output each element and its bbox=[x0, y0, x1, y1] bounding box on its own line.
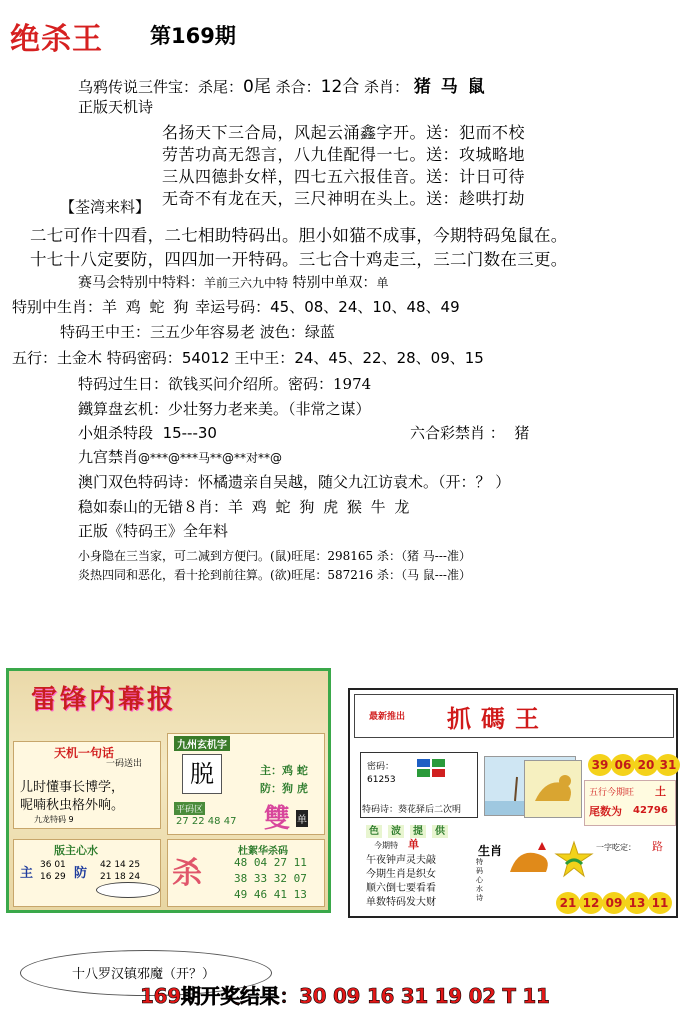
leifeng-panel bbox=[6, 668, 331, 913]
tianji-line: 呢喃秋虫格外响。 bbox=[20, 798, 125, 813]
banzhu-title: 版主心水 bbox=[54, 844, 98, 857]
sun-snake-icon bbox=[554, 840, 594, 880]
bottom-ball: 11 bbox=[648, 892, 672, 914]
lucky-label: 幸运号码： bbox=[190, 298, 271, 316]
zmw-code-label: 密码： bbox=[367, 762, 395, 772]
poem-line: 劳苦功高无怨言，八九佳配得一七。送：攻城略地 bbox=[162, 145, 526, 164]
code-word: 特码心水诗 bbox=[476, 858, 483, 902]
special-zodiac-line bbox=[12, 296, 460, 317]
nine-palace-value: @***@***马**@**对**@ bbox=[138, 451, 283, 465]
duxuhua-row: 49 46 41 13 bbox=[234, 888, 307, 901]
top-ball: 20 bbox=[634, 754, 658, 776]
draw-result: 169期开奖结果：30 09 16 31 19 02 T 11 bbox=[140, 984, 550, 1008]
zodiac-word: 生肖 bbox=[478, 844, 503, 858]
ban-label: 六合彩禁肖 ： bbox=[410, 424, 505, 442]
taishan-label: 稳如泰山的无错８肖： bbox=[78, 498, 229, 516]
tianji-footer: 九龙特码 9 bbox=[34, 815, 74, 824]
rooster-icon bbox=[502, 840, 558, 880]
bottom-ball: 12 bbox=[579, 892, 603, 914]
birthday-label: 特码过生日： bbox=[78, 375, 169, 393]
color-value: 绿蓝 bbox=[304, 323, 335, 341]
zmw-small: 最新推出 bbox=[369, 712, 406, 722]
color-tags bbox=[366, 822, 448, 837]
nine-palace-label: 九宫禁肖 bbox=[78, 448, 139, 466]
abacus-label: 鐵算盘玄机： bbox=[78, 400, 169, 418]
poem-title: 正版天机诗 bbox=[78, 98, 154, 116]
bottom-ball: 21 bbox=[556, 892, 580, 914]
banzhu-fang: 防 bbox=[74, 866, 88, 881]
special-zodiac-value: 羊 鸡 蛇 狗 bbox=[102, 298, 191, 316]
macau-line bbox=[78, 471, 510, 492]
tag: 提 bbox=[410, 825, 426, 838]
zmw-poem-line bbox=[362, 802, 461, 815]
taishan-value: 羊 鸡 蛇 狗 虎 猴 牛 龙 bbox=[228, 498, 412, 516]
birthday-value: 欲钱买问介绍所。密码：1974 bbox=[168, 375, 372, 393]
top-ball: 39 bbox=[588, 754, 612, 776]
macau-value: 怀橘遗亲自吴越，随父九江访袁术。（开：？ ） bbox=[198, 473, 511, 491]
zmw-code-value: 61253 bbox=[367, 775, 396, 785]
king-value: 三五少年容易老 bbox=[150, 323, 256, 341]
weishu-value: 42796 bbox=[633, 805, 668, 816]
miss-value: 15---30 bbox=[162, 424, 217, 442]
tag: 波 bbox=[388, 825, 404, 838]
section-title: 【荃湾来料】 bbox=[60, 198, 151, 216]
zmw-poem-text: 今期生肖是织女 bbox=[366, 869, 436, 880]
five-elements-line bbox=[12, 347, 484, 368]
miss-line bbox=[78, 422, 217, 443]
wuxing-value: 土 bbox=[655, 785, 666, 798]
nine-palace-line bbox=[78, 446, 282, 467]
banzhu-zhu: 主 bbox=[20, 866, 34, 881]
horse-label: 赛马会特别中特料： bbox=[78, 275, 204, 291]
yizi-label: 一字吃定： bbox=[596, 843, 636, 852]
jiuzhou-fang: 防：狗 虎 bbox=[260, 782, 308, 795]
big-line: 二七可作十四看，二七相助特码出。胆小如猫不成事，今期特码兔鼠在。 bbox=[30, 226, 568, 245]
horse-value2: 单 bbox=[376, 276, 389, 290]
color-label: 波色： bbox=[255, 323, 305, 341]
zmw-poem-label: 特码诗： bbox=[362, 805, 399, 815]
wuxing-box bbox=[584, 780, 676, 826]
special-zodiac-label: 特别中生肖： bbox=[12, 298, 103, 316]
duxuhua-box bbox=[167, 839, 325, 907]
treasure-line bbox=[78, 72, 487, 97]
banzhu-zhu-nums: 16 29 bbox=[40, 872, 66, 882]
duxuhua-title: 杜絮华杀码 bbox=[238, 846, 288, 857]
banzhu-box bbox=[13, 839, 161, 907]
code-label: 特码密码： bbox=[102, 349, 182, 367]
jiuzhou-char: 脱 bbox=[182, 754, 222, 794]
bottom-ball: 09 bbox=[602, 892, 626, 914]
issue-number: 第169期 bbox=[150, 24, 236, 48]
logo-title: 绝杀王 bbox=[10, 22, 103, 57]
cloud-text: 十八罗汉镇邪魔（开？） bbox=[72, 967, 216, 982]
macau-label: 澳门双色特码诗： bbox=[78, 473, 199, 491]
horse-label2: 特别中单双： bbox=[288, 275, 377, 291]
leifeng-title: 雷锋内幕报 bbox=[31, 685, 177, 715]
tianji-line: 儿时懂事长博学， bbox=[20, 780, 125, 795]
kill-combo: 12合 bbox=[320, 77, 360, 97]
zmw-poem-text: 顺六倒七要看看 bbox=[366, 883, 436, 894]
duxuhua-row: 48 04 27 11 bbox=[234, 856, 307, 869]
code-value: 54012 bbox=[181, 349, 230, 367]
wuxing-label: 五行今期旺 bbox=[589, 788, 635, 798]
miss-label: 小姐杀特段 bbox=[78, 424, 154, 442]
poem-line: 名扬天下三合局，风起云涌鑫字开。送：犯而不校 bbox=[162, 123, 526, 142]
pingma-label: 平码区 bbox=[174, 802, 205, 815]
dan-value: 单 bbox=[408, 838, 419, 851]
tag: 色 bbox=[366, 825, 382, 838]
king-label: 特码王中王： bbox=[60, 323, 151, 341]
lingdan-label: 今期特 bbox=[374, 841, 398, 850]
kill-zodiac: 猪 马 鼠 bbox=[413, 77, 487, 97]
sha-char: 杀 bbox=[172, 856, 202, 891]
tianji-sub: 一码送出 bbox=[106, 759, 143, 769]
small-line: 小身隐在三当家，可二减到方便闩。(鼠)旺尾：298165 杀：（猪 马---准） bbox=[78, 549, 471, 563]
zmw-poem-text: 单数特码发大财 bbox=[366, 897, 436, 908]
top-ball: 31 bbox=[656, 754, 680, 776]
treasure-mid: 杀合： bbox=[270, 78, 321, 96]
banzhu-oval bbox=[96, 882, 160, 898]
pingma-numbers: 27 22 48 47 bbox=[176, 816, 237, 827]
top-ball: 06 bbox=[611, 754, 635, 776]
tag: 供 bbox=[432, 825, 448, 838]
zmw-poem-text: 午夜钟声灵夫敲 bbox=[366, 855, 436, 866]
zmw-poem-block bbox=[366, 854, 436, 910]
zhuamawang-panel bbox=[348, 688, 678, 918]
jiuzhou-title: 九州玄机字 bbox=[174, 736, 230, 751]
horse-value: 羊前三六九中特 bbox=[204, 276, 289, 290]
banzhu-fang-nums: 42 14 25 bbox=[100, 860, 141, 870]
kill-tail: 0尾 bbox=[243, 77, 271, 97]
birthday-line bbox=[78, 373, 371, 394]
zmw-logo-icon bbox=[417, 759, 445, 777]
poem-line: 三从四德卦女样，四七五六报佳音。送：计日可待 bbox=[162, 167, 526, 186]
big-line: 十七十八定要防，四四加一开特码。三七合十鸡走三，三二门数在三更。 bbox=[30, 250, 568, 269]
tianji-title: 天机一句话 bbox=[54, 746, 115, 760]
ban-line bbox=[410, 422, 529, 443]
lucky-numbers: 45、08、24、10、48、49 bbox=[270, 298, 460, 316]
animal-picture-icon bbox=[524, 760, 582, 818]
poem-line: 无奇不有龙在天，三尺神明在头上。送：趁哄打劫 bbox=[162, 189, 526, 208]
tianji-box bbox=[13, 741, 161, 829]
duxuhua-row: 38 33 32 07 bbox=[234, 872, 307, 885]
kill-label: 杀肖： bbox=[359, 78, 410, 96]
taishan-line bbox=[78, 496, 411, 517]
shuang-char: 雙 bbox=[264, 804, 291, 834]
five-value: 土金木 bbox=[57, 349, 103, 367]
dan-char: 单 bbox=[296, 810, 308, 827]
small-line: 炎热四同和恶化，看十抡到前往算。(欲)旺尾：587216 杀：（马 鼠---准） bbox=[78, 568, 471, 582]
wang-value: 24、45、22、28、09、15 bbox=[294, 349, 484, 367]
jiuzhou-zhu: 主：鸡 蛇 bbox=[260, 764, 308, 777]
jiuzhou-box bbox=[167, 733, 325, 835]
horse-line bbox=[78, 272, 388, 292]
banzhu-fang-nums: 21 18 24 bbox=[100, 872, 141, 882]
zmw-poem-value: 葵花驿后二次明 bbox=[398, 805, 462, 815]
king-line bbox=[60, 321, 335, 342]
zmw-title: 抓碼王 bbox=[447, 704, 549, 733]
ban-value: 猪 bbox=[514, 424, 530, 442]
banzhu-zhu-nums: 36 01 bbox=[40, 860, 66, 870]
weishu-label: 尾数为 bbox=[589, 805, 622, 818]
yizi-value: 路 bbox=[652, 840, 663, 853]
full-year-title: 正版《特码王》全年料 bbox=[78, 522, 229, 540]
wang-label: 王中王： bbox=[229, 349, 295, 367]
bottom-ball: 13 bbox=[625, 892, 649, 914]
abacus-value: 少壮努力老来美。（非常之谋） bbox=[168, 400, 371, 418]
treasure-prefix: 乌鸦传说三件宝：杀尾： bbox=[78, 78, 244, 96]
abacus-line bbox=[78, 398, 371, 419]
five-label: 五行： bbox=[12, 349, 58, 367]
zmw-header bbox=[354, 694, 674, 738]
